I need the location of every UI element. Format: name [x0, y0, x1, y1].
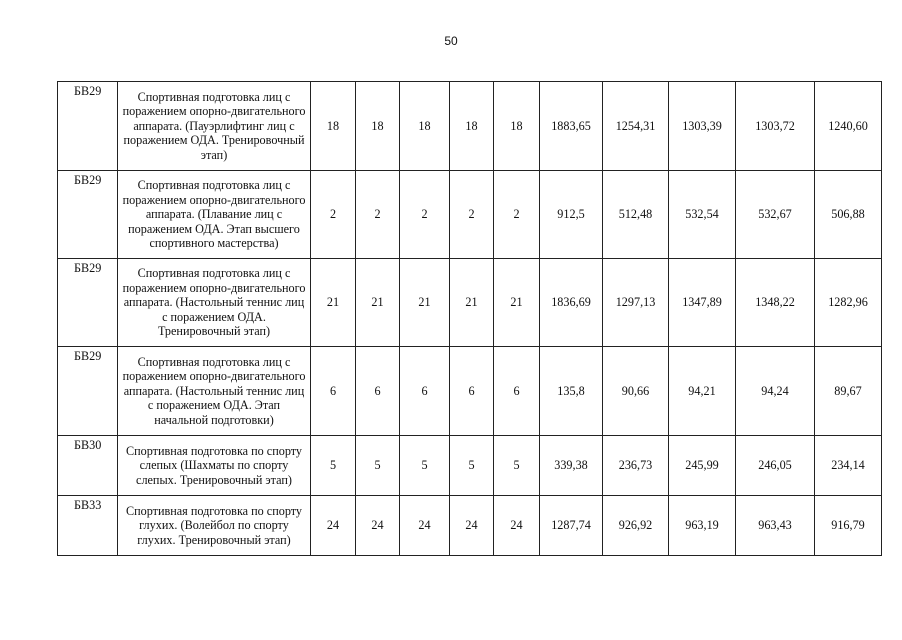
value-cell: 1303,39: [669, 82, 736, 171]
row-code: БВ29: [58, 347, 118, 436]
value-cell: 94,24: [736, 347, 815, 436]
value-cell: 94,21: [669, 347, 736, 436]
row-description: Спортивная подготовка лиц с поражением опорно-двигательного аппарата. (Пауэрлифтинг лиц с поражением ОДА. Тренировочный этап): [118, 82, 311, 171]
value-cell: 5: [311, 436, 356, 496]
value-cell: 963,43: [736, 496, 815, 556]
value-cell: 2: [450, 171, 494, 259]
value-cell: 246,05: [736, 436, 815, 496]
value-cell: 89,67: [815, 347, 882, 436]
value-cell: 6: [400, 347, 450, 436]
value-cell: 2: [400, 171, 450, 259]
table-row: [58, 171, 882, 259]
value-cell: 5: [494, 436, 540, 496]
value-cell: 926,92: [603, 496, 669, 556]
value-cell: 2: [494, 171, 540, 259]
value-cell: 2: [356, 171, 400, 259]
value-cell: 18: [311, 82, 356, 171]
row-description: Спортивная подготовка лиц с поражением опорно-двигательного аппарата. (Настольный теннис лиц с поражением ОДА. Этап начальной подготовки): [118, 347, 311, 436]
value-cell: 21: [494, 259, 540, 347]
page-number: 50: [444, 34, 458, 48]
value-cell: 6: [311, 347, 356, 436]
value-cell: 1883,65: [540, 82, 603, 171]
value-cell: 24: [356, 496, 400, 556]
row-description: Спортивная подготовка по спорту слепых (Шахматы по спорту слепых. Тренировочный этап): [118, 436, 311, 496]
value-cell: 18: [494, 82, 540, 171]
value-cell: 236,73: [603, 436, 669, 496]
value-cell: 24: [494, 496, 540, 556]
value-cell: 532,54: [669, 171, 736, 259]
value-cell: 6: [356, 347, 400, 436]
value-cell: 512,48: [603, 171, 669, 259]
row-code: БВ33: [58, 496, 118, 556]
value-cell: 18: [400, 82, 450, 171]
row-code: БВ29: [58, 82, 118, 171]
value-cell: 1348,22: [736, 259, 815, 347]
value-cell: 1287,74: [540, 496, 603, 556]
value-cell: 18: [450, 82, 494, 171]
value-cell: 1836,69: [540, 259, 603, 347]
services-table: [57, 81, 882, 556]
value-cell: 21: [450, 259, 494, 347]
row-code: БВ30: [58, 436, 118, 496]
value-cell: 1254,31: [603, 82, 669, 171]
value-cell: 5: [356, 436, 400, 496]
value-cell: 916,79: [815, 496, 882, 556]
value-cell: 24: [450, 496, 494, 556]
value-cell: 24: [400, 496, 450, 556]
value-cell: 90,66: [603, 347, 669, 436]
value-cell: 234,14: [815, 436, 882, 496]
value-cell: 1297,13: [603, 259, 669, 347]
value-cell: 506,88: [815, 171, 882, 259]
value-cell: 24: [311, 496, 356, 556]
value-cell: 1303,72: [736, 82, 815, 171]
value-cell: 1240,60: [815, 82, 882, 171]
table-row: [58, 347, 882, 436]
value-cell: 912,5: [540, 171, 603, 259]
value-cell: 339,38: [540, 436, 603, 496]
value-cell: 1347,89: [669, 259, 736, 347]
value-cell: 5: [400, 436, 450, 496]
value-cell: 18: [356, 82, 400, 171]
value-cell: 21: [400, 259, 450, 347]
value-cell: 135,8: [540, 347, 603, 436]
row-description: Спортивная подготовка лиц с поражением опорно-двигательного аппарата. (Настольный теннис лиц с поражением ОДА. Тренировочный этап): [118, 259, 311, 347]
value-cell: 1282,96: [815, 259, 882, 347]
table-row: [58, 436, 882, 496]
value-cell: 21: [311, 259, 356, 347]
value-cell: 6: [494, 347, 540, 436]
value-cell: 245,99: [669, 436, 736, 496]
table-row: [58, 496, 882, 556]
value-cell: 963,19: [669, 496, 736, 556]
value-cell: 21: [356, 259, 400, 347]
value-cell: 5: [450, 436, 494, 496]
row-description: Спортивная подготовка лиц с поражением опорно-двигательного аппарата. (Плавание лиц с поражением ОДА. Этап высшего спортивного мастерства): [118, 171, 311, 259]
row-description: Спортивная подготовка по спорту глухих. (Волейбол по спорту глухих. Тренировочный этап): [118, 496, 311, 556]
value-cell: 532,67: [736, 171, 815, 259]
table-row: [58, 82, 882, 171]
row-code: БВ29: [58, 259, 118, 347]
table-row: [58, 259, 882, 347]
value-cell: 2: [311, 171, 356, 259]
value-cell: 6: [450, 347, 494, 436]
row-code: БВ29: [58, 171, 118, 259]
